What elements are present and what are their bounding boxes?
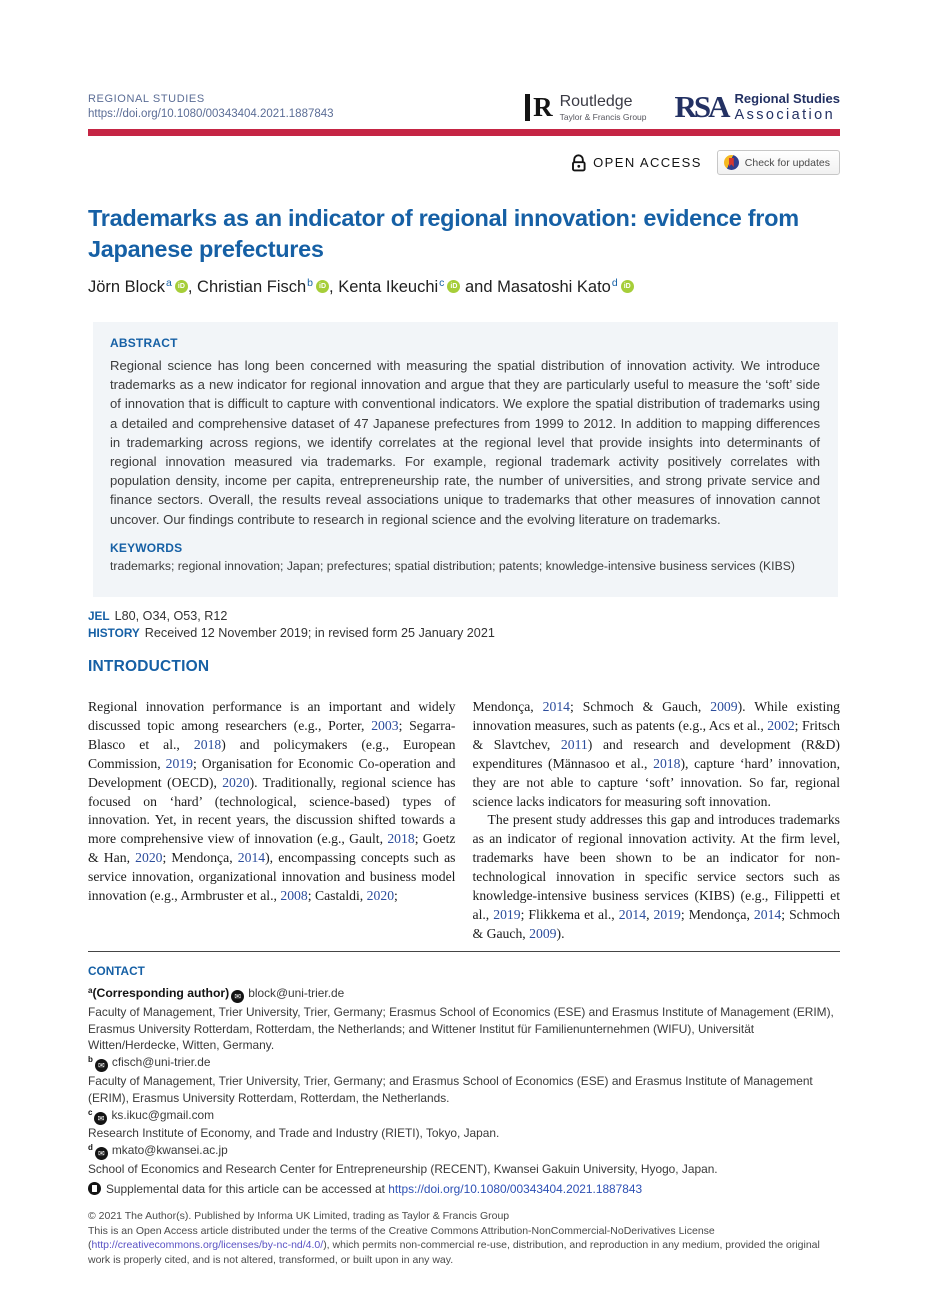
text-run: ). While existing innovation measures, such as patents (e.g., Acs et al.,	[472, 699, 840, 733]
cite-text[interactable]: 2014	[753, 906, 782, 922]
check-for-updates-label: Check for updates	[744, 156, 830, 169]
email-link[interactable]: mkato@kwansei.ac.jp	[111, 1143, 228, 1158]
license-text	[88, 1224, 843, 1268]
affiliation-text: School of Economics and Research Center for Entrepreneurship (RECENT), Kwansei Gakuin University, Hyogo, Japan.	[88, 1161, 718, 1176]
affiliation-text: Faculty of Management, Trier University, Trier, Germany; Erasmus School of Economics (ESE) and Erasmus Institute of Management (ERIM), Erasmus University Rotterdam, Rotterdam, the Netherlands; and Wittener Institut für Familienunternehmen (WIFU), Universität Witten/Herdecke, Witten, Germany.	[88, 1004, 834, 1053]
copyright-footer	[88, 1209, 843, 1267]
contact-entry-line	[88, 1107, 840, 1126]
contact-entry	[88, 1142, 840, 1178]
history-line	[88, 625, 840, 642]
article-title: Trademarks as an indicator of regional innovation: evidence from Japanese prefectures	[88, 205, 799, 262]
text-run: ), which permits non-commercial re-use, distribution, and reproduction in any medium, provided the original work is properly cited, and is not altered, transformed, or built upon in any way.	[88, 1239, 820, 1266]
routledge-r-icon: R	[533, 91, 553, 122]
keywords-heading: KEYWORDS	[110, 540, 183, 555]
text-run: ; Mendonça,	[162, 850, 238, 866]
email-link[interactable]: cfisch@uni-trier.de	[111, 1055, 211, 1070]
cite-text[interactable]: 2020	[366, 888, 395, 904]
article-meta	[88, 608, 840, 641]
abstract-text: Regional science has long been concerned with measuring the spatial distribution of innovation activity. We introduce trademarks as a new indicator for regional innovation and argue that they are particularly useful to measure the ‘soft’ side of innovation that is difficult to capture with conventional indicators. We explore the spatial distribution of trademarks using a detailed and comprehensive dataset of 47 Japanese prefectures from 1999 to 2012. In addition to mapping differences in trademarking across regions, we identify correlates at the regional level that provide insights into determinants of regional innovation measured via trademarks. For example, regional trademark activity positively correlates with population density, income per capita, entrepreneurship rate, the number of universities, and strong private service and finance sectors. Overall, the results reveal associations unique to trademarks that other measures of innovation cannot uncover. Our findings contribute to research in regional science and the evolving literature on trademarks.	[110, 358, 820, 527]
cite-text[interactable]: 2009	[710, 699, 738, 714]
contact-entry-line	[88, 1142, 840, 1161]
author-list	[88, 278, 840, 297]
rsa-mark-icon: RSA	[674, 89, 728, 124]
cite-text[interactable]: 2019	[653, 906, 681, 922]
text-run: ). Traditionally, regional science has focused on ‘hard’ (technological, science-based) types of innovation. Yet, in recent years, the discussion shifted towards a more comprehensive view of innovation (e.g., Gault,	[88, 774, 456, 847]
cite-text[interactable]: 2019	[165, 755, 193, 771]
text-run: Regional innovation performance is an important and widely discussed topic among researchers (e.g., Porter,	[88, 699, 456, 733]
check-for-updates-button[interactable]	[717, 150, 840, 175]
introduction-heading: INTRODUCTION	[88, 658, 210, 675]
affiliation-text: Research Institute of Economy, and Trade and Industry (RIETI), Tokyo, Japan.	[88, 1126, 500, 1141]
text-run: ; Castaldi,	[307, 888, 367, 904]
text-run: ) and policymakers (e.g., European Commission,	[88, 736, 456, 771]
orcid-icon[interactable]: iD	[175, 280, 188, 293]
intro-column-left	[88, 698, 456, 944]
cite-text[interactable]: 2014	[542, 699, 570, 714]
contact-entry	[88, 1054, 840, 1106]
text-run: ; Segarra-Blasco et al.,	[88, 717, 456, 752]
author-affiliation-sup: c	[439, 277, 445, 289]
author-separator: ,	[187, 278, 198, 296]
crossmark-icon	[724, 155, 739, 170]
jel-label: JEL	[88, 609, 110, 623]
routledge-strip-icon	[525, 94, 530, 121]
envelope-icon: ✉	[95, 1147, 108, 1160]
header-rule	[88, 129, 840, 136]
text-run: ; Mendonça,	[680, 906, 754, 922]
journal-name: REGIONAL STUDIES	[88, 93, 205, 105]
contact-entry-line	[88, 1054, 840, 1073]
affiliation-sup: c	[88, 1107, 93, 1117]
routledge-tagline: Taylor & Francis Group	[559, 111, 647, 122]
text-run: ,	[646, 906, 654, 922]
history-label: HISTORY	[88, 625, 140, 640]
supplemental-icon	[88, 1182, 101, 1195]
open-lock-icon	[571, 154, 587, 172]
text-run: ), capture ‘hard’ innovation, they are not able to capture ‘soft’ innovation. So far, regional science lacks indicators for measuring soft innovation.	[472, 755, 840, 809]
text-run: The present study addresses this gap and introduces trademarks as an indicator of regional innovation activity. At the firm level, trademarks have been shown to be an indicator for non-technological innovation in specific service sectors such as knowledge-intensive business services (KIBS) (e.g., Filippetti et al.,	[472, 812, 840, 922]
contact-entry	[88, 1107, 840, 1143]
supplemental-text: Supplemental data for this article can be accessed at	[106, 1181, 389, 1196]
intro-paragraph	[473, 811, 841, 943]
open-access-label: OPEN ACCESS	[593, 155, 702, 170]
abstract-box	[93, 322, 838, 597]
affiliation-text: Faculty of Management, Trier University, Trier, Germany; and Erasmus School of Economics (ESE) and Erasmus Institute of Management (ERIM), Erasmus University Rotterdam, Rotterdam, the Netherlands.	[88, 1073, 813, 1105]
orcid-icon[interactable]: iD	[621, 280, 634, 293]
cite-text[interactable]: 2003	[371, 717, 399, 733]
text-run: ), encompassing concepts such as service innovation, organizational innovation and business model innovation (e.g., Armbruster et al.,	[88, 850, 456, 904]
text-run: ; Flikkema et al.,	[520, 906, 619, 922]
contact-entry-line	[88, 985, 840, 1004]
abstract-heading: ABSTRACT	[110, 336, 178, 350]
author-affiliation-sup: b	[307, 277, 314, 289]
text-run: This is an Open Access article distributed under the terms of the Creative Commons Attribution-NonCommercial-NoDerivatives License (	[88, 1224, 715, 1252]
contact-section	[88, 964, 840, 1198]
contact-entry	[88, 985, 840, 1054]
email-link[interactable]: block@uni-trier.de	[248, 986, 345, 1000]
text-run: Mendonça,	[472, 699, 543, 714]
cite-text[interactable]: 2019	[493, 906, 521, 922]
intro-paragraph	[473, 698, 841, 811]
contact-heading: CONTACT	[88, 964, 145, 978]
routledge-name: Routledge	[559, 92, 633, 110]
author-affiliation-sup: a	[166, 277, 172, 289]
affiliation-sup: d	[88, 1143, 93, 1153]
author-separator: ,	[329, 278, 339, 296]
intro-column-right	[473, 698, 841, 944]
cite-text[interactable]: 2009	[529, 925, 557, 941]
corresponding-author-label: (Corresponding author)	[92, 986, 230, 1000]
copyright-line: © 2021 The Author(s). Published by Informa UK Limited, trading as Taylor & Francis Group	[88, 1210, 510, 1222]
text-run: ; Fritsch & Slavtchev,	[472, 717, 841, 752]
cite-text[interactable]: 2011	[560, 736, 588, 752]
doi-link[interactable]: https://doi.org/10.1080/00343404.2021.1887843	[88, 108, 334, 120]
text-run: ).	[556, 925, 565, 941]
contact-divider	[88, 951, 840, 952]
envelope-icon: ✉	[95, 1059, 108, 1072]
cite-text[interactable]: 2008	[280, 888, 308, 904]
link-text[interactable]: http://creativecommons.org/licenses/by-nc-nd/4.0/	[91, 1239, 324, 1252]
envelope-icon: ✉	[94, 1112, 107, 1125]
cite-text[interactable]: 2002	[767, 717, 795, 733]
author-name: Jörn Block	[88, 278, 166, 296]
keywords-text: trademarks; regional innovation; Japan; prefectures; spatial distribution; patents; knowledge-intensive business services (KIBS)	[110, 558, 795, 573]
routledge-logo	[525, 93, 646, 122]
text-run: ; Schmoch & Gauch,	[570, 699, 711, 714]
author-name: Masatoshi Kato	[497, 278, 611, 296]
email-link[interactable]: ks.ikuc@gmail.com	[111, 1107, 215, 1122]
cite-text[interactable]: 2014	[237, 850, 266, 866]
text-run: ; Goetz & Han,	[88, 831, 456, 866]
cite-text[interactable]: 2020	[222, 774, 250, 790]
cite-text[interactable]: 2018	[653, 755, 681, 771]
cite-text[interactable]: 2018	[387, 831, 415, 847]
affiliation-sup: b	[88, 1055, 93, 1065]
affiliation-sup: a	[88, 986, 93, 995]
text-run: ) and research and development (R&D) expenditures (Männasoo et al.,	[472, 736, 840, 771]
badge-row	[88, 150, 840, 175]
jel-codes: L80, O34, O53, R12	[114, 609, 228, 623]
author-affiliation-sup: d	[611, 277, 618, 289]
orcid-icon[interactable]: iD	[316, 280, 329, 293]
rsa-logo	[675, 89, 840, 125]
contact-entries	[88, 985, 840, 1178]
journal-info	[88, 93, 334, 120]
orcid-icon[interactable]: iD	[447, 280, 460, 293]
body-columns	[88, 698, 840, 944]
text-run: ;	[394, 888, 398, 904]
intro-paragraph	[88, 698, 456, 906]
author-separator: and	[460, 278, 498, 296]
open-access-badge	[571, 154, 702, 172]
supplemental-note	[88, 1181, 840, 1198]
author-name: Kenta Ikeuchi	[338, 278, 439, 296]
cite-text[interactable]: 2020	[135, 850, 163, 866]
cite-text[interactable]: 2018	[193, 736, 222, 752]
history-value: Received 12 November 2019; in revised form 25 January 2021	[144, 625, 495, 640]
jel-line	[88, 608, 840, 625]
author-name: Christian Fisch	[197, 278, 307, 296]
rsa-name-line1: Regional Studies	[734, 91, 840, 106]
publisher-logos	[525, 89, 840, 125]
rsa-name-line2: Association	[734, 107, 836, 123]
cite-text[interactable]: 2014	[618, 906, 647, 922]
supplemental-doi-link[interactable]: https://doi.org/10.1080/00343404.2021.1887843	[388, 1181, 643, 1196]
text-run: ; Organisation for Economic Co-operation and Development (OECD),	[88, 755, 456, 790]
text-run: ; Schmoch & Gauch,	[472, 906, 841, 941]
envelope-icon: ✉	[231, 990, 244, 1003]
page-header	[88, 89, 840, 125]
